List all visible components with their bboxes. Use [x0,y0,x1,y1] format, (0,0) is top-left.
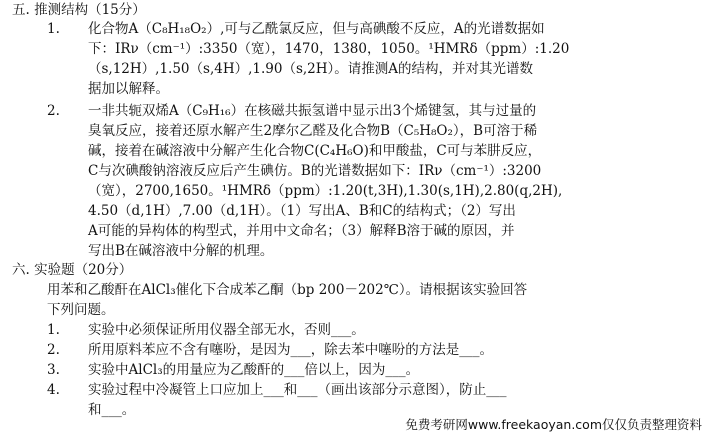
q2-line: C与次碘酸钠溶液反应后产生碘仿。B的光谱数据如下：IRν（cm⁻¹）:3200 [88,163,542,179]
section6-intro-line: 下列问题。 [47,302,115,318]
exp-item-text: 和___。 [88,402,136,418]
watermark-text: 免费考研网www.freekaoyan.com仅仅负责整理资料 [403,414,704,434]
q2-line: （宽），2700,1650。¹HMRδ（ppm）:1.20(t,3H),1.30(s,1H),2.80(q,2H), [88,183,563,199]
q2-number: 2. [47,103,60,119]
q2-line: 4.50（d,1H）,7.00（d,1H）。（1）写出A、B和C的结构式；（2）写出 [88,203,516,219]
q1-line: （s,12H）,1.50（s,4H）,1.90（s,2H）。请推测A的结构，并对其光谱数 [88,61,534,77]
exp-item-number: 1. [47,322,60,338]
q1-line: 据加以解释。 [88,81,169,97]
q1-number: 1. [47,21,60,37]
q1-line: 化合物A（C₈H₁₈O₂）,可与乙酰氯反应，但与高碘酸不反应，A的光谱数据如 [88,21,545,37]
exp-item-text: 实验中AlCl₃的用量应为乙酸酐的___倍以上，因为___。 [88,362,420,378]
q2-line: 臭氧反应，接着还原水解产生2摩尔乙醛及化合物B（C₅H₈O₂），B可溶于稀 [88,123,538,139]
exp-item-number: 3. [47,362,60,378]
q2-line: 碱，接着在碱溶液中分解产生化合物C(C₄H₆O)和甲酸盐，C可与苯肼反应， [88,143,542,159]
q2-line: 一非共轭双烯A（C₉H₁₆）在核磁共振氢谱中显示出3个烯键氢，其与过量的 [88,103,537,119]
section6-intro-line: 用苯和乙酸酐在AlCl₃催化下合成苯乙酮（bp 200－202℃）。请根据该实验回答 [47,282,528,298]
section6-heading: 六. 实验题（20分） [12,262,133,278]
section5-heading: 五. 推测结构（15分） [12,2,146,18]
exp-item-text: 实验中必须保证所用仪器全部无水，否则___。 [88,322,365,338]
q2-line: A可能的异构体的构型式，并用中文命名；（3）解释B溶于碱的原因，并 [88,223,515,239]
q2-line: 写出B在碱溶液中分解的机理。 [88,243,274,259]
exp-item-number: 4. [47,382,60,398]
exp-item-number: 2. [47,342,60,358]
q1-line: 下：IRν（cm⁻¹）:3350（宽），1470，1380，1050。¹HMRδ（ppm）:1.20 [88,41,570,57]
exp-item-text: 所用原料苯应不含有噻吩，是因为___，除去苯中噻吩的方法是___。 [88,342,493,358]
exp-item-text: 实验过程中冷凝管上口应加上___和___（画出该部分示意图），防止___ [88,382,507,398]
